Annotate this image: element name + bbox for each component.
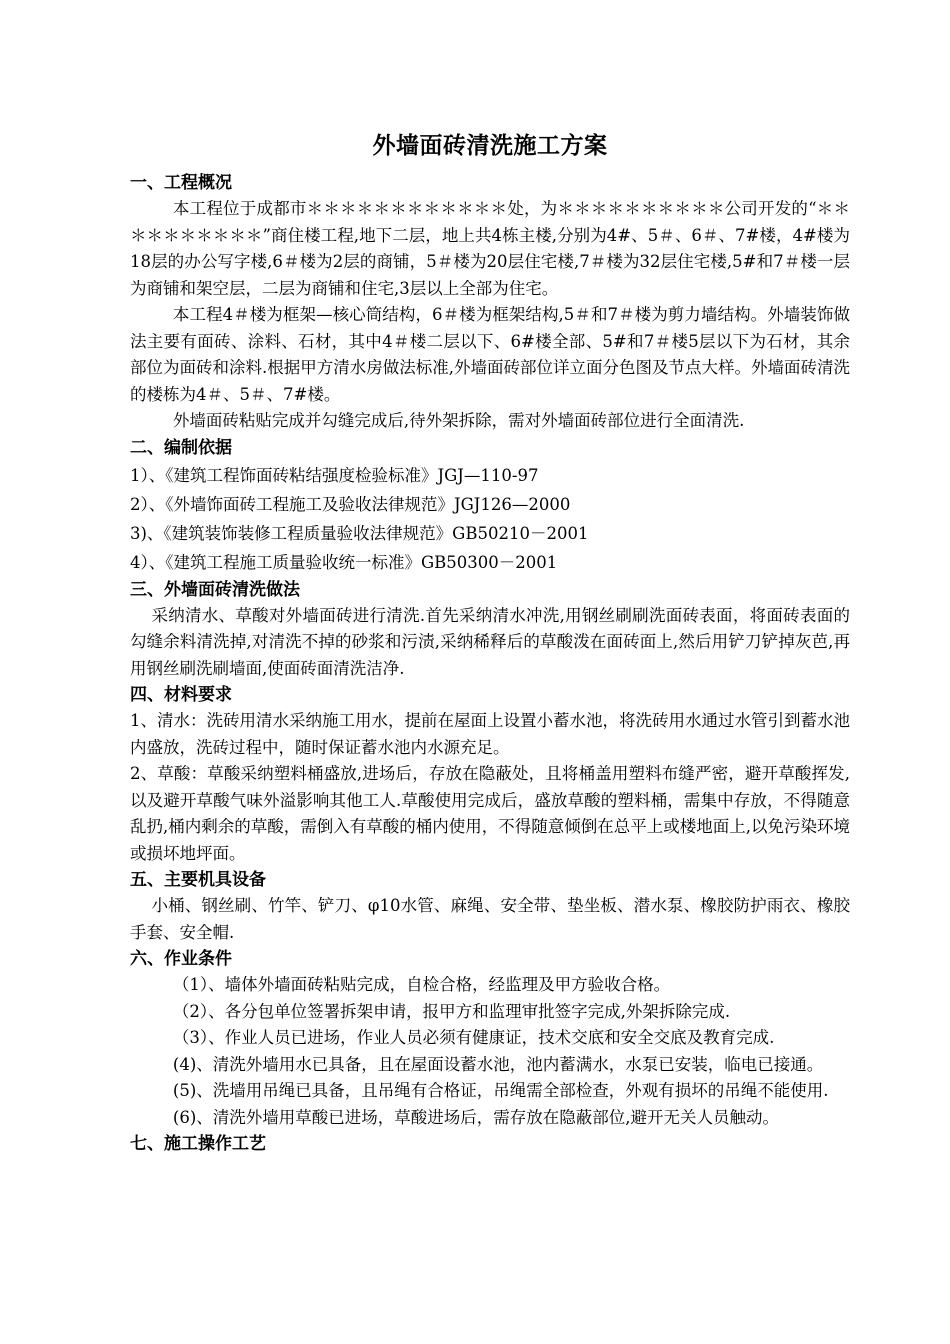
section-work-conditions bbox=[130, 946, 850, 1131]
section-heading: 三、外墙面砖清洗做法 bbox=[130, 579, 300, 600]
paragraph: 小桶、钢丝刷、竹竿、铲刀、φ10水管、麻绳、安全带、垫坐板、潜水泵、橡胶防护雨衣、橡胶手套、安全帽. bbox=[130, 896, 850, 942]
section-cleaning-method bbox=[130, 577, 850, 683]
section-heading: 四、材料要求 bbox=[130, 685, 232, 705]
reference-item: 3)、《建筑装饰装修工程质量验收法律规范》GB50210－2001 bbox=[130, 523, 589, 543]
paragraph: 本工程位于成都市＊＊＊＊＊＊＊＊＊＊＊＊处，为＊＊＊＊＊＊＊＊＊＊公司开发的“＊＊＊＊＊＊＊＊＊＊”商住楼工程,地下二层，地上共4栋主楼,分别为4#、5＃、6＃、7#楼，4#楼为18层的办公写字楼,6＃楼为2层的商铺，5＃楼为20层住宅楼,7＃楼为32层住宅楼,5#和7＃楼一层为商铺和架空层，二层为商铺和住宅,3层以上全部为住宅。 bbox=[130, 199, 850, 298]
condition-item: （2）、各分包单位签署拆架申请，报甲方和监理审批签字完成,外架拆除完成. bbox=[172, 1001, 731, 1021]
reference-item: 4）、《建筑工程施工质量验收统一标准》GB50300－2001 bbox=[130, 552, 558, 572]
document-page bbox=[130, 128, 850, 1157]
section-operation-process bbox=[130, 1131, 850, 1157]
section-heading: 六、作业条件 bbox=[130, 949, 232, 969]
document-title: 外墙面砖清洗施工方案 bbox=[372, 132, 608, 159]
paragraph: 外墙面砖粘贴完成并勾缝完成后,待外架拆除，需对外墙面砖部位进行全面清洗. bbox=[172, 411, 745, 430]
condition-item: (6)、清洗外墙用草酸已进场，草酸进场后，需存放在隐蔽部位,避开无关人员触动。 bbox=[172, 1107, 780, 1127]
condition-item: (4)、清洗外墙用水已具备，且在屋面设蓄水池，池内蓄满水，水泵已安装，临电已接通。 bbox=[172, 1054, 824, 1074]
section-basis bbox=[130, 435, 850, 577]
reference-item: 1）、《建筑工程饰面砖粘结强度检验标准》JGJ—110-97 bbox=[130, 465, 539, 485]
paragraph: 2、草酸：草酸采纳塑料桶盛放,进场后，存放在隐蔽处，且将桶盖用塑料布缝严密，避开草酸挥发,以及避开草酸气味外溢影响其他工人.草酸使用完成后，盛放草酸的塑料桶，需集中存放，不得随意乱扔,桶内剩余的草酸，需倒入有草酸的桶内使用，不得随意倾倒在总平上或楼地面上,以免污染环境或损坏地坪面。 bbox=[130, 764, 850, 863]
section-project-overview bbox=[130, 170, 850, 435]
section-heading: 二、编制依据 bbox=[130, 437, 232, 458]
reference-item: 2）、《外墙饰面砖工程施工及验收法律规范》JGJ126—2000 bbox=[130, 494, 571, 514]
condition-item: (5)、洗墙用吊绳已具备，且吊绳有合格证，吊绳需全部检查，外观有损坏的吊绳不能使用. bbox=[172, 1081, 829, 1100]
paragraph: 本工程4＃楼为框架—核心筒结构，6＃楼为框架结构,5＃和7＃楼为剪力墙结构。外墙装饰做法主要有面砖、涂料、石材，其中4＃楼二层以下、6#楼全部、5#和7＃楼5层以下为石材，其余部位为面砖和涂料.根据甲方清水房做法标准,外墙面砖部位详立面分色图及节点大样。外墙面砖清洗的楼栋为4＃、5＃、7#楼。 bbox=[130, 305, 850, 404]
section-heading: 七、施工操作工艺 bbox=[130, 1134, 266, 1154]
condition-item: （1）、墙体外墙面砖粘贴完成，自检合格，经监理及甲方验收合格。 bbox=[172, 975, 671, 994]
section-heading: 一、工程概况 bbox=[130, 173, 232, 193]
paragraph: 1、清水：洗砖用清水采纳施工用水，提前在屋面上设置小蓄水池，将洗砖用水通过水管引到蓄水池内盛放，洗砖过程中，随时保证蓄水池内水源充足。 bbox=[130, 711, 850, 757]
paragraph: 采纳清水、草酸对外墙面砖进行清洗.首先采纳清水冲洗,用钢丝刷刷洗面砖表面，将面砖表面的勾缝余料清洗掉,对清洗不掉的砂浆和污渍,采纳稀释后的草酸泼在面砖面上,然后用铲刀铲掉灰芭,再用钢丝刷洗刷墙面,使面砖面清洗洁净. bbox=[130, 605, 850, 678]
section-equipment bbox=[130, 867, 850, 946]
section-heading: 五、主要机具设备 bbox=[130, 870, 266, 890]
condition-item: （3）、作业人员已进场，作业人员必须有健康证，技术交底和安全交底及教育完成. bbox=[172, 1028, 775, 1047]
section-materials bbox=[130, 682, 850, 867]
